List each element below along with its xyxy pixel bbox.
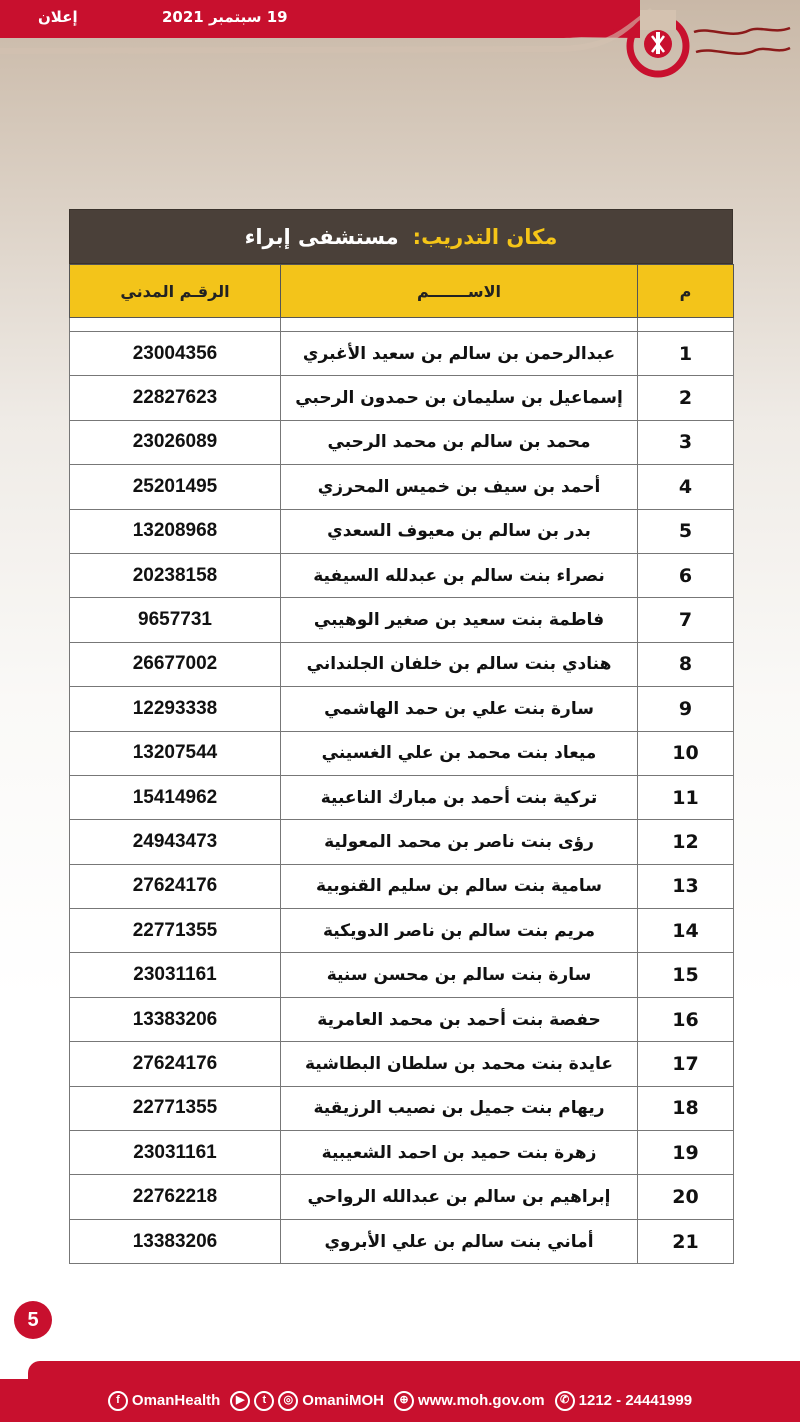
table-row bbox=[70, 1086, 734, 1130]
table-row bbox=[70, 1131, 734, 1175]
row-civil-number: 23004356 bbox=[70, 332, 281, 376]
website-url: www.moh.gov.om bbox=[417, 1392, 545, 1409]
footer-accent-band bbox=[28, 1361, 800, 1379]
row-name: ريهام بنت جميل بن نصيب الرزيقية bbox=[281, 1086, 638, 1130]
table-header-row bbox=[70, 265, 734, 318]
row-number: 2 bbox=[638, 376, 734, 420]
page-number-badge: 5 bbox=[14, 1301, 52, 1339]
table-spacer-row bbox=[70, 318, 734, 332]
row-civil-number: 26677002 bbox=[70, 642, 281, 686]
table-row bbox=[70, 465, 734, 509]
facebook-handle: OmanHealth bbox=[131, 1392, 221, 1409]
row-civil-number: 15414962 bbox=[70, 775, 281, 819]
row-number: 7 bbox=[638, 598, 734, 642]
row-number: 11 bbox=[638, 775, 734, 819]
row-civil-number: 22827623 bbox=[70, 376, 281, 420]
row-number: 20 bbox=[638, 1175, 734, 1219]
row-name: سارة بنت سالم بن محسن سنية bbox=[281, 953, 638, 997]
youtube-icon: ▶ bbox=[230, 1391, 250, 1411]
table-row bbox=[70, 687, 734, 731]
row-civil-number: 22762218 bbox=[70, 1175, 281, 1219]
table-row bbox=[70, 1219, 734, 1263]
table-row bbox=[70, 1175, 734, 1219]
row-civil-number: 22771355 bbox=[70, 909, 281, 953]
row-name: حفصة بنت أحمد بن محمد العامرية bbox=[281, 997, 638, 1041]
table-row bbox=[70, 642, 734, 686]
phone-number: 1212 - 24441999 bbox=[578, 1392, 693, 1409]
row-number: 3 bbox=[638, 420, 734, 464]
row-civil-number: 13383206 bbox=[70, 1219, 281, 1263]
globe-icon: ⊕ bbox=[394, 1391, 414, 1411]
names-table bbox=[69, 264, 734, 1264]
row-civil-number: 20238158 bbox=[70, 553, 281, 597]
table-row bbox=[70, 731, 734, 775]
row-name: إسماعيل بن سليمان بن حمدون الرحبي bbox=[281, 376, 638, 420]
row-name: زهرة بنت حميد بن احمد الشعيبية bbox=[281, 1131, 638, 1175]
table-title-bar bbox=[69, 209, 733, 264]
row-number: 1 bbox=[638, 332, 734, 376]
row-number: 4 bbox=[638, 465, 734, 509]
table-row bbox=[70, 598, 734, 642]
table-row bbox=[70, 953, 734, 997]
table-row bbox=[70, 376, 734, 420]
training-place-value: مستشفى إبراء bbox=[244, 224, 399, 249]
footer-bar bbox=[0, 1379, 800, 1422]
row-name: هنادي بنت سالم بن خلفان الجلنداني bbox=[281, 642, 638, 686]
row-number: 14 bbox=[638, 909, 734, 953]
row-name: تركية بنت أحمد بن مبارك الناعبية bbox=[281, 775, 638, 819]
row-number: 18 bbox=[638, 1086, 734, 1130]
table-row bbox=[70, 775, 734, 819]
instagram-icon: ◎ bbox=[278, 1391, 298, 1411]
row-civil-number: 22771355 bbox=[70, 1086, 281, 1130]
row-name: عبدالرحمن بن سالم بن سعيد الأغبري bbox=[281, 332, 638, 376]
row-name: عايدة بنت محمد بن سلطان البطاشية bbox=[281, 1042, 638, 1086]
row-name: سامية بنت سالم بن سليم القنوبية bbox=[281, 864, 638, 908]
table-row bbox=[70, 864, 734, 908]
row-civil-number: 23026089 bbox=[70, 420, 281, 464]
row-number: 6 bbox=[638, 553, 734, 597]
row-civil-number: 13208968 bbox=[70, 509, 281, 553]
row-name: نصراء بنت سالم بن عبدلله السيفية bbox=[281, 553, 638, 597]
row-number: 8 bbox=[638, 642, 734, 686]
footer-facebook[interactable] bbox=[108, 1391, 220, 1411]
table-row bbox=[70, 909, 734, 953]
row-name: محمد بن سالم بن محمد الرحبي bbox=[281, 420, 638, 464]
phone-icon: ✆ bbox=[555, 1391, 575, 1411]
footer-social[interactable] bbox=[230, 1391, 384, 1411]
table-row bbox=[70, 332, 734, 376]
row-civil-number: 27624176 bbox=[70, 1042, 281, 1086]
row-name: بدر بن سالم بن معيوف السعدي bbox=[281, 509, 638, 553]
row-number: 16 bbox=[638, 997, 734, 1041]
row-name: سارة بنت علي بن حمد الهاشمي bbox=[281, 687, 638, 731]
row-name: فاطمة بنت سعيد بن صغير الوهيبي bbox=[281, 598, 638, 642]
row-number: 5 bbox=[638, 509, 734, 553]
footer-phone[interactable] bbox=[555, 1391, 692, 1411]
footer-website[interactable] bbox=[394, 1391, 545, 1411]
column-header-civil-number: الرقـم المدني bbox=[70, 265, 281, 318]
row-civil-number: 23031161 bbox=[70, 953, 281, 997]
row-civil-number: 13383206 bbox=[70, 997, 281, 1041]
ministry-logo bbox=[610, 0, 800, 92]
twitter-icon: t bbox=[254, 1391, 274, 1411]
header-date: 19 سبتمبر 2021 bbox=[162, 8, 288, 26]
row-name: إبراهيم بن سالم بن عبدالله الرواحي bbox=[281, 1175, 638, 1219]
row-name: أحمد بن سيف بن خميس المحرزي bbox=[281, 465, 638, 509]
row-name: رؤى بنت ناصر بن محمد المعولية bbox=[281, 820, 638, 864]
row-civil-number: 27624176 bbox=[70, 864, 281, 908]
row-civil-number: 25201495 bbox=[70, 465, 281, 509]
table-row bbox=[70, 997, 734, 1041]
row-number: 9 bbox=[638, 687, 734, 731]
column-header-number: م bbox=[638, 265, 734, 318]
row-name: أماني بنت سالم بن علي الأبروي bbox=[281, 1219, 638, 1263]
training-table bbox=[69, 209, 733, 1264]
row-number: 19 bbox=[638, 1131, 734, 1175]
row-civil-number: 13207544 bbox=[70, 731, 281, 775]
row-name: ميعاد بنت محمد بن علي الغسيني bbox=[281, 731, 638, 775]
table-row bbox=[70, 820, 734, 864]
column-header-name: الاســـــــم bbox=[281, 265, 638, 318]
social-handle: OmaniMOH bbox=[302, 1392, 384, 1409]
row-number: 10 bbox=[638, 731, 734, 775]
row-number: 13 bbox=[638, 864, 734, 908]
row-name: مريم بنت سالم بن ناصر الدويكية bbox=[281, 909, 638, 953]
announcement-label: إعلان bbox=[38, 8, 78, 26]
row-civil-number: 12293338 bbox=[70, 687, 281, 731]
page-header bbox=[0, 0, 800, 92]
row-civil-number: 24943473 bbox=[70, 820, 281, 864]
table-row bbox=[70, 553, 734, 597]
row-number: 12 bbox=[638, 820, 734, 864]
row-number: 17 bbox=[638, 1042, 734, 1086]
facebook-icon: f bbox=[108, 1391, 128, 1411]
row-civil-number: 23031161 bbox=[70, 1131, 281, 1175]
row-number: 21 bbox=[638, 1219, 734, 1263]
row-civil-number: 9657731 bbox=[70, 598, 281, 642]
table-row bbox=[70, 509, 734, 553]
table-row bbox=[70, 420, 734, 464]
training-place-label: مكان التدريب: bbox=[412, 224, 558, 249]
table-row bbox=[70, 1042, 734, 1086]
row-number: 15 bbox=[638, 953, 734, 997]
